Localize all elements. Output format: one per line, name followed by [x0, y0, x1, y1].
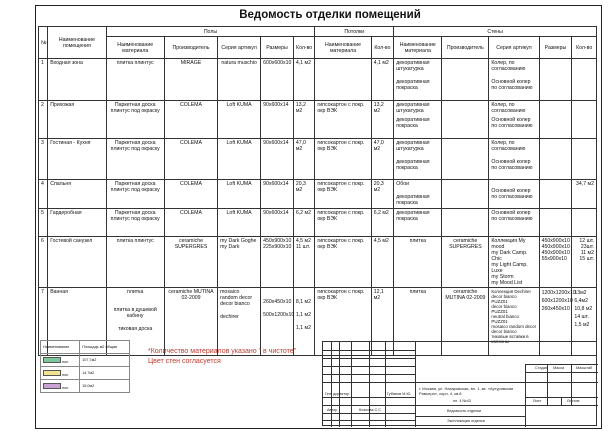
title-block	[322, 341, 597, 426]
col-num: №	[39, 27, 48, 59]
col-f-series: Серия артикул	[218, 37, 261, 59]
group-ceilings: Потолки	[315, 27, 394, 37]
stage-label: Стадия	[535, 366, 548, 370]
legend-swatch	[43, 370, 61, 376]
col-f-material: Наименование материала	[106, 37, 164, 59]
col-f-manufacturer: Производитель	[164, 37, 217, 59]
doc-title-1: Ведомость отделки	[447, 409, 482, 413]
page-title: Ведомость отделки помещений	[239, 9, 421, 21]
group-floors: Полы	[106, 27, 315, 37]
materials-note	[148, 347, 296, 367]
legend-table: Наименование Площадь м2 общая пол 107,7м2 пол 14,7м2 пол 15,0м2	[40, 340, 130, 393]
doc-title-2: Экспликация отделки	[447, 419, 485, 423]
table-row: 4 Спальня Паркетная доска плинтус под окраску COLEMA Loft KUMA 90х600х14 20,3 м2 гипсокартон с покр. окр ВЭК 20,3 м2 Обои декоративная покраска Основной колер по согласованию 34,7 м2	[39, 180, 597, 209]
gen-director-name: Губанов М.Ю.	[387, 392, 412, 396]
legend-swatch	[43, 357, 61, 363]
col-f-sizes: Размеры	[261, 37, 294, 59]
sheets-label: Листов	[567, 399, 580, 403]
col-w-series: Серия артикул	[489, 37, 539, 59]
table-row: 6 Гостевой санузел плитка плинтус ceramiche SUPERGRES my Dark Goghe my Dark 450х900х10 225х900х10 4,5 м2 11 шт. гипсокартон с покр. окр ВЭК 4,5 м2 плитка ceramiche SUPERGRES Коллекция My mood my Dark Camp. Chic my Light Camp. Luxe my Storm my Mood List 450х900х10 450х900х10 450х900х10 55х900х10 12 шт. 23шт. 11 м2 15 шт.	[39, 237, 597, 288]
col-w-manufacturer: Производитель	[442, 37, 489, 59]
note-line-1: *Количество материалов указано " в чистоте"	[148, 348, 297, 355]
table-row: 1 Входная зона плитка плинтус MIRAGE natura muschio 600х600х10 4,1 м2 4,1 м2 декоративная штукатурка декоративная покраска Колер, по согласованию Основной колер по согласованию	[39, 59, 597, 101]
col-f-qty: Кол-во	[293, 37, 315, 59]
mass-label: Масса	[553, 366, 565, 370]
sheet-label: Лист	[533, 399, 542, 403]
legend-header-name: Наименование	[41, 341, 80, 354]
col-w-qty: Кол-во	[572, 37, 597, 59]
scale-label: Масштаб	[576, 366, 593, 370]
table-row: 3 Гостиная - Кухня Паркетная доска плинтус под окраску COLEMA Loft KUMA 90х600х14 47,0 м2 гипсокартон с покр. окр ВЭК 47,0 м2 декоративная штукатурка декоративная покраска Колер, по согласованию Основной колер по согласованию	[39, 139, 597, 180]
table-row: 2 Прихожая Паркетная доска плинтус под окраску COLEMA Loft KUMA 90х600х14 13,2 м2 гипсокартон с покр. окр ВЭК 13,2 м2 декоративная штукатурка декоративная покраска Колер, по согласованию Основной колер по согласованию	[39, 101, 597, 139]
legend-swatch	[43, 383, 61, 389]
table-row: 5 Гардеробная Паркетная доска плинтус под окраску COLEMA Loft KUMA 90х600х14 6,2 м2 гипсокартон с покр. окр ВЭК 6,2 м2 декоративная покраска Основной колер по согласованию	[39, 209, 597, 237]
col-room: Наименование помещения	[48, 27, 106, 59]
group-walls: Стены	[394, 27, 597, 37]
finishing-table	[38, 26, 597, 356]
col-w-sizes: Размеры	[539, 37, 572, 59]
author-name: Козлова С.С.	[359, 408, 383, 412]
legend-header-value: Площадь м2 общая	[80, 341, 130, 354]
gen-director-label: Ген. директор	[325, 392, 350, 396]
note-line-2: Цвет стен согласуется	[148, 358, 221, 365]
project-area: пл. 4 №43	[453, 399, 471, 403]
project-address: г. Москва, ул. Назаровская, вл. 1, кв. «Аутуровская Ривьера», корп. 4, кв.8	[419, 386, 514, 396]
col-c-material: Наименование материала	[315, 37, 371, 59]
col-c-qty: Кол-во	[371, 37, 394, 59]
col-w-material: Наименование материала	[394, 37, 442, 59]
author-label: Автор	[327, 408, 338, 412]
table-row: 7 Ванная плитка плитка в душевой кабину тиковая доска ceramiche MUTINA 02-2009 mosaico random decor decor bianco dechirer 260х450х10 500х1200х10 8,1 м2 1,1 м2 1,1 м2 гипсокартон с покр. окр ВЭК 12,1 м2 плитка ceramiche MUTINA 02-2009 Коллекция Dechirer decor bianco PUZZ01 decor bianco PUZZ01 neutral bianco PUZZ01 mosaico random decor decor bianco тиковые вставки в колонны 1200х1200х10 600х1200х10 260х450х10 13м2 6,4м2 10,8 м2 14 шт. 1,5 м2	[39, 288, 597, 356]
